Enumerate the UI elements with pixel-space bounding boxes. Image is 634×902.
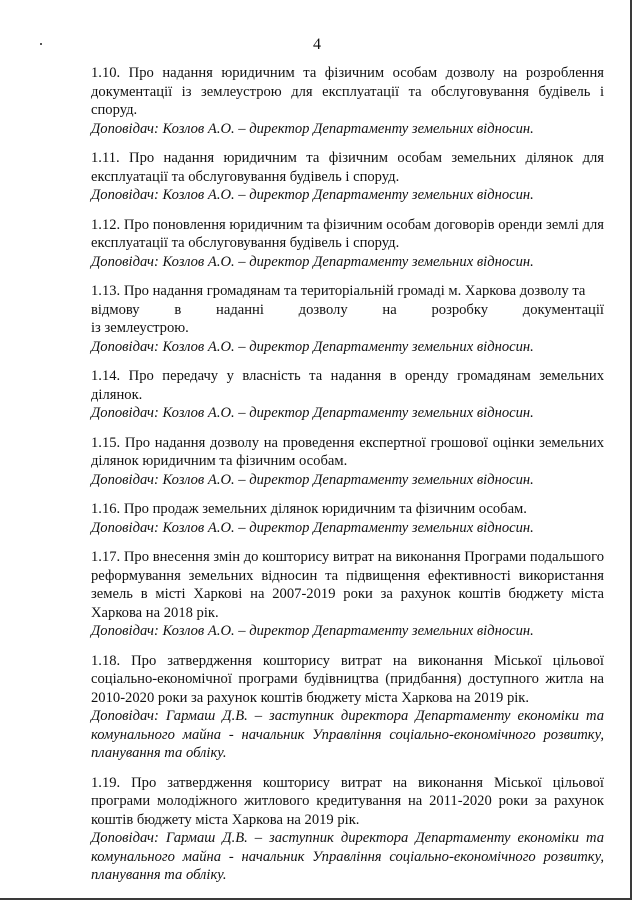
- agenda-list: [91, 64, 604, 896]
- page-number: 4: [313, 36, 321, 53]
- agenda-item-1-12: [91, 216, 604, 272]
- agenda-item-1-11: [91, 149, 604, 205]
- agenda-item-text: 1.14. Про передачу у власність та надання в оренду громадянам земельних ділянок.: [91, 368, 604, 403]
- agenda-item-speaker: Доповідач: Козлов А.О. – директор Департаменту земельних відносин.: [91, 253, 534, 270]
- agenda-item-text: 1.12. Про поновлення юридичним та фізичним особам договорів оренди землі для експлуатації та обслуговування будівель і споруд.: [91, 216, 604, 251]
- agenda-item-text-line: [91, 301, 604, 320]
- agenda-item-text: 1.17. Про внесення змін до кошторису витрат на виконання Програми подальшого реформування земельних відносин та підвищення ефективності використання земель в місті Харкові на 2007-2019 роки за рахунок коштів бюджету міста Харкова на 2018 рік.: [91, 549, 604, 621]
- agenda-item-1-15: [91, 434, 604, 490]
- agenda-item-1-14: [91, 367, 604, 423]
- agenda-item-speaker: Доповідач: Козлов А.О. – директор Департаменту земельних відносин.: [91, 405, 534, 421]
- agenda-item-text: 1.15. Про надання дозволу на проведення експертної грошової оцінки земельних ділянок юридичним та фізичним особам.: [91, 434, 604, 469]
- agenda-item-speaker: Доповідач: Козлов А.О. – директор Департаменту земельних відносин.: [91, 120, 534, 137]
- agenda-item-1-13: [91, 282, 604, 356]
- word: на: [382, 301, 397, 318]
- agenda-item-1-19: [91, 774, 604, 885]
- agenda-item-text: 1.18. Про затвердження кошторису витрат на виконання Міської цільової соціально-економічної програми будівництва (придбання) доступного житла на 2010-2020 роки за рахунок коштів бюджету міста Харкова на 2019 рік.: [91, 652, 604, 706]
- agenda-item-text: 1.11. Про надання юридичним та фізичним особам земельних ділянок для експлуатації та обслуговування будівель і споруд.: [91, 150, 604, 185]
- agenda-item-speaker: Доповідач: Козлов А.О. – директор Департаменту земельних відносин.: [91, 471, 534, 488]
- agenda-item-1-18: [91, 652, 604, 763]
- agenda-item-text-line: 1.13. Про надання громадянам та територіальній громаді м. Харкова дозволу та: [91, 283, 586, 299]
- agenda-item-speaker: Доповідач: Гармаш Д.В. – заступник директора Департаменту економіки та комунального майна - начальник Управління соціально-економічного розвитку, планування та обліку.: [91, 708, 604, 761]
- word: наданні: [216, 301, 264, 318]
- agenda-item-speaker: Доповідач: Гармаш Д.В. – заступник директора Департаменту економіки та комунального майна - начальник Управління соціально-економічного розвитку, планування та обліку.: [91, 830, 604, 883]
- word: відмову: [91, 301, 140, 318]
- agenda-item-1-16: [91, 500, 604, 537]
- agenda-item-speaker: Доповідач: Козлов А.О. – директор Департаменту земельних відносин.: [91, 187, 534, 203]
- agenda-item-speaker: Доповідач: Козлов А.О. – директор Департаменту земельних відносин.: [91, 519, 534, 536]
- word: в: [174, 301, 182, 318]
- agenda-item-1-10: [91, 64, 604, 138]
- agenda-item-text-line: із землеустрою.: [91, 320, 189, 336]
- word: дозволу: [298, 301, 348, 318]
- agenda-item-speaker: Доповідач: Козлов А.О. – директор Департаменту земельних відносин.: [91, 338, 534, 355]
- agenda-item-text: 1.16. Про продаж земельних ділянок юридичним та фізичним особам.: [91, 501, 527, 517]
- word: документації: [522, 301, 604, 318]
- agenda-item-text: 1.19. Про затвердження кошторису витрат на виконання Міської цільової програми молодіжного житлового кредитування на 2011-2020 роки за рахунок коштів бюджету міста Харкова на 2019 рік.: [91, 774, 604, 828]
- word: розробку: [431, 301, 489, 318]
- agenda-item-text: 1.10. Про надання юридичним та фізичним особам дозволу на розроблення документації із землеустрою для експлуатації та обслуговування будівель і споруд.: [91, 65, 604, 118]
- agenda-item-speaker: Доповідач: Козлов А.О. – директор Департаменту земельних відносин.: [91, 623, 534, 639]
- agenda-item-1-17: [91, 548, 604, 641]
